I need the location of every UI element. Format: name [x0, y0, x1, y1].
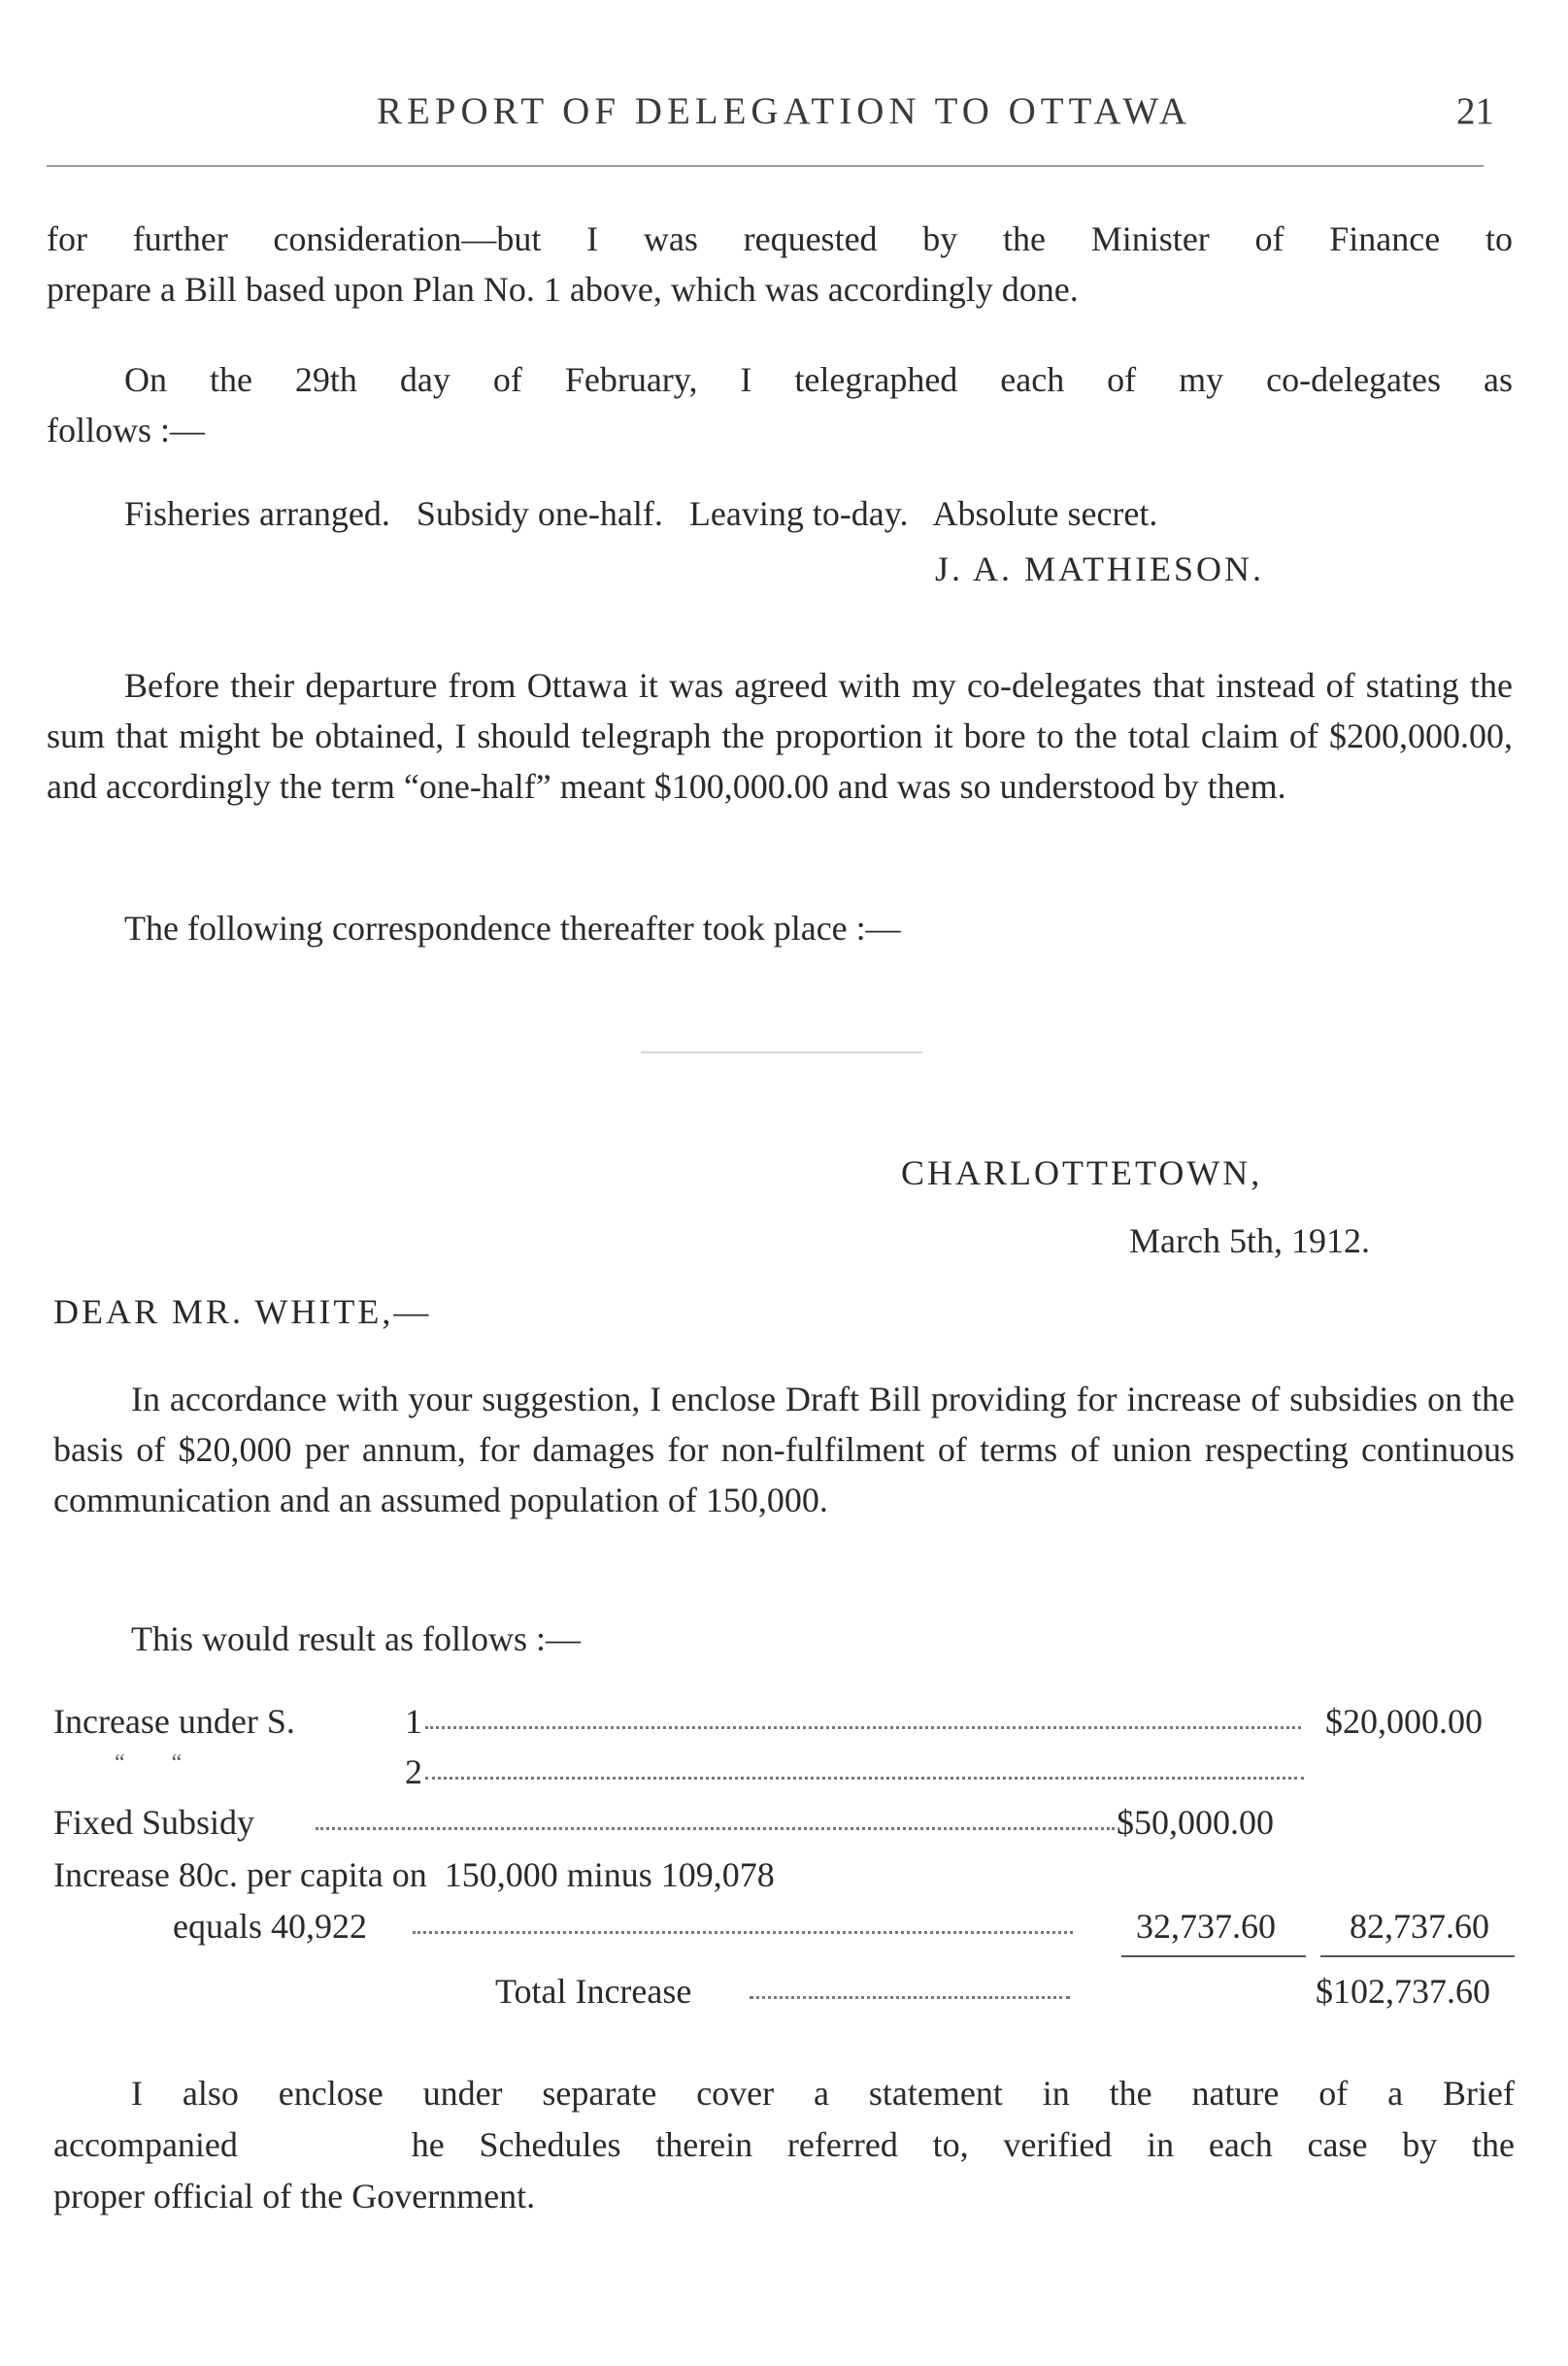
row-5-amount: 32,737.60: [1136, 1907, 1276, 1946]
header-rule: [47, 165, 1484, 167]
letter-paragraph-2: This would result as follows :—: [131, 1619, 581, 1658]
row-5-total: 82,737.60: [1350, 1907, 1489, 1946]
subtotal-rule: [1121, 1955, 1306, 1957]
row-3-leader: [316, 1827, 1115, 1830]
row-5-leader: [413, 1931, 1073, 1934]
row-1-number: 1: [405, 1702, 422, 1741]
paragraph-3: Before their departure from Ottawa it was agreed with my co-delegates that instead of stating the sum that might be obtained, I should telegraph the proportion it bore to the total claim of $200,000.00, and accordingly the term “one-half” meant $100,000.00 and was so understood by them.: [47, 666, 1513, 806]
row-4-label: Increase 80c. per capita on 150,000 minus 109,078: [53, 1855, 775, 1894]
telegram-text: Fisheries arranged. Subsidy one-half. Leaving to-day. Absolute secret.: [124, 494, 1158, 533]
row-2-leader: [425, 1777, 1304, 1780]
row-3-label: Fixed Subsidy: [53, 1803, 255, 1842]
letter-paragraph-3-line-3: proper official of the Government.: [53, 2177, 536, 2216]
letter-date: March 5th, 1912.: [1129, 1221, 1370, 1260]
paragraph-4: The following correspondence thereafter took place :—: [124, 909, 901, 948]
total-leader: [750, 1996, 1070, 1999]
row-3-amount: $50,000.00: [1117, 1803, 1274, 1842]
letter-paragraph-3-line-2: accompanied he Schedules therein referred to, verified in each case by the: [53, 2125, 1515, 2164]
paragraph-1-line-2: prepare a Bill based upon Plan No. 1 above, which was accordingly done.: [47, 270, 1079, 309]
letter-salutation: DEAR MR. WHITE,—: [53, 1292, 432, 1331]
row-1-total: $20,000.00: [1325, 1702, 1483, 1741]
letter-paragraph-1: In accordance with your suggestion, I enclose Draft Bill providing for increase of subsidies on the basis of $20,000 per annum, for damages for non-fulfilment of terms of union respecting continuous communication and an assumed population of 150,000.: [53, 1380, 1515, 1519]
row-2-number: 2: [405, 1752, 422, 1791]
paragraph-2-line-2: follows :—: [47, 411, 206, 450]
row-1-label: Increase under S.: [53, 1702, 295, 1741]
telegram-signature: J. A. MATHIESON.: [935, 550, 1265, 588]
page-number: 21: [1456, 90, 1494, 132]
row-2-ditto: “ “: [115, 1750, 183, 1776]
letter-paragraph-3-line-1: I also enclose under separate cover a statement in the nature of a Brief: [131, 2074, 1515, 2113]
total-value: $102,737.60: [1316, 1972, 1490, 2011]
letter-place: CHARLOTTETOWN,: [901, 1153, 1263, 1192]
row-5-label: equals 40,922: [173, 1907, 367, 1946]
running-header: REPORT OF DELEGATION TO OTTAWA: [376, 90, 1192, 132]
paragraph-2-line-1: On the 29th day of February, I telegraphed each of my co-delegates as: [124, 360, 1513, 399]
row-1-leader: [425, 1726, 1301, 1729]
total-label: Total Increase: [495, 1972, 692, 2011]
total-rule: [1320, 1955, 1515, 1957]
section-separator: [641, 1051, 922, 1053]
paragraph-1-line-1: for further consideration—but I was requested by the Minister of Finance to: [47, 219, 1513, 258]
